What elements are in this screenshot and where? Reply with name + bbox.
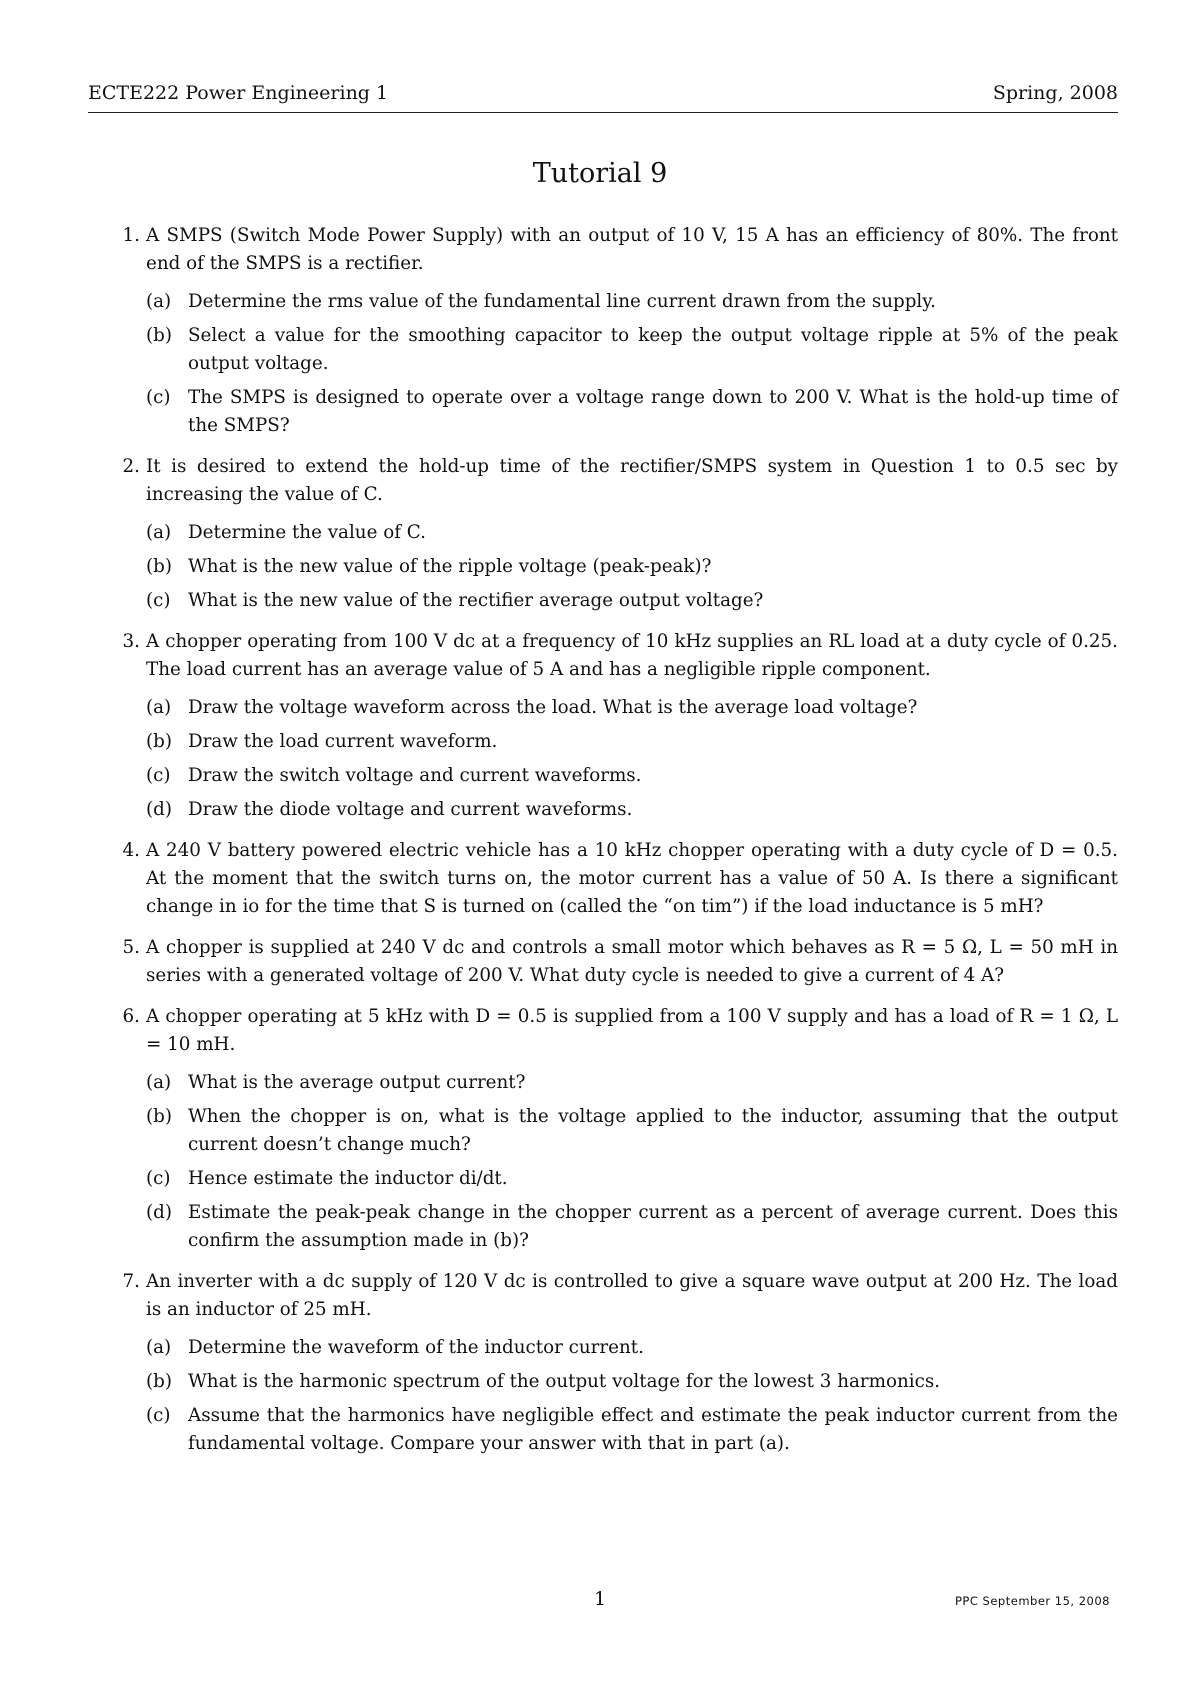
course-title: ECTE222 Power Engineering 1 bbox=[88, 82, 389, 104]
subquestion-label: (c) bbox=[146, 1168, 171, 1189]
subquestion-item bbox=[146, 288, 1118, 316]
question-number: 4. bbox=[122, 840, 140, 861]
subquestion-list bbox=[146, 288, 1118, 440]
question-item bbox=[110, 222, 1118, 440]
subquestion-text: What is the average output current? bbox=[188, 1072, 526, 1093]
subquestion-label: (a) bbox=[146, 291, 172, 312]
question-item bbox=[110, 628, 1118, 824]
question-text: A 240 V battery powered electric vehicle has a 10 kHz chopper operating with a duty cycle of D = 0.5. At the moment that the switch turns on, the motor current has a value of 50 A. Is there a significant change in io for the time that S is turned on (called the “on tim”) if the load inductance is 5 mH? bbox=[146, 840, 1118, 917]
page-number: 1 bbox=[593, 1588, 607, 1610]
subquestion-text: Assume that the harmonics have negligible effect and estimate the peak inductor current from the fundamental voltage. Compare your answer with that in part (a). bbox=[188, 1405, 1118, 1454]
question-item bbox=[110, 1003, 1118, 1255]
subquestion-text: Draw the diode voltage and current waveforms. bbox=[188, 799, 633, 820]
subquestion-text: Select a value for the smoothing capacitor to keep the output voltage ripple at 5% of the peak output voltage. bbox=[188, 325, 1118, 374]
subquestion-label: (c) bbox=[146, 765, 171, 786]
subquestion-text: The SMPS is designed to operate over a voltage range down to 200 V. What is the hold-up time of the SMPS? bbox=[188, 387, 1118, 436]
subquestion-item bbox=[146, 322, 1118, 378]
question-text: A SMPS (Switch Mode Power Supply) with an output of 10 V, 15 A has an efficiency of 80%. The front end of the SMPS is a rectifier. bbox=[146, 225, 1118, 274]
subquestion-label: (a) bbox=[146, 697, 172, 718]
subquestion-item bbox=[146, 762, 1118, 790]
question-number: 5. bbox=[122, 937, 140, 958]
subquestion-list bbox=[146, 1334, 1118, 1458]
subquestion-text: Draw the load current waveform. bbox=[188, 731, 498, 752]
question-text: An inverter with a dc supply of 120 V dc is controlled to give a square wave output at 200 Hz. The load is an inductor of 25 mH. bbox=[146, 1271, 1118, 1320]
question-text: A chopper is supplied at 240 V dc and controls a small motor which behaves as R = 5 Ω, L = 50 mH in series with a generated voltage of 200 V. What duty cycle is needed to give a current of 4 A? bbox=[146, 937, 1118, 986]
subquestion-label: (b) bbox=[146, 325, 172, 346]
subquestion-item bbox=[146, 694, 1118, 722]
subquestion-item bbox=[146, 384, 1118, 440]
subquestion-label: (a) bbox=[146, 522, 172, 543]
subquestion-text: When the chopper is on, what is the voltage applied to the inductor, assuming that the output current doesn’t change much? bbox=[188, 1106, 1118, 1155]
subquestion-item bbox=[146, 728, 1118, 756]
subquestion-item bbox=[146, 553, 1118, 581]
subquestion-label: (a) bbox=[146, 1337, 172, 1358]
subquestion-label: (d) bbox=[146, 1202, 172, 1223]
subquestion-text: Determine the waveform of the inductor current. bbox=[188, 1337, 644, 1358]
question-text: A chopper operating at 5 kHz with D = 0.5 is supplied from a 100 V supply and has a load of R = 1 Ω, L = 10 mH. bbox=[146, 1006, 1118, 1055]
subquestion-item bbox=[146, 519, 1118, 547]
subquestion-text: Hence estimate the inductor di/dt. bbox=[188, 1168, 508, 1189]
subquestion-text: Draw the voltage waveform across the load. What is the average load voltage? bbox=[188, 697, 918, 718]
subquestion-text: What is the new value of the rectifier average output voltage? bbox=[188, 590, 764, 611]
subquestion-label: (b) bbox=[146, 556, 172, 577]
question-item bbox=[110, 1268, 1118, 1458]
subquestion-list bbox=[146, 694, 1118, 824]
subquestion-label: (b) bbox=[146, 1371, 172, 1392]
subquestion-text: Draw the switch voltage and current waveforms. bbox=[188, 765, 642, 786]
subquestion-text: What is the new value of the ripple voltage (peak-peak)? bbox=[188, 556, 712, 577]
date-stamp: PPC September 15, 2008 bbox=[955, 1594, 1110, 1608]
subquestion-list bbox=[146, 519, 1118, 615]
question-text: It is desired to extend the hold-up time of the rectifier/SMPS system in Question 1 to 0.5 sec by increasing the value of C. bbox=[146, 456, 1118, 505]
subquestion-text: Determine the rms value of the fundamental line current drawn from the supply. bbox=[188, 291, 936, 312]
subquestion-item bbox=[146, 587, 1118, 615]
subquestion-label: (c) bbox=[146, 1405, 171, 1426]
subquestion-label: (c) bbox=[146, 387, 171, 408]
question-text: A chopper operating from 100 V dc at a frequency of 10 kHz supplies an RL load at a duty cycle of 0.25. The load current has an average value of 5 A and has a negligible ripple component. bbox=[146, 631, 1118, 680]
term: Spring, 2008 bbox=[992, 82, 1118, 104]
question-number: 7. bbox=[122, 1271, 140, 1292]
subquestion-item bbox=[146, 1402, 1118, 1458]
subquestion-text: What is the harmonic spectrum of the output voltage for the lowest 3 harmonics. bbox=[188, 1371, 941, 1392]
question-item bbox=[110, 453, 1118, 615]
subquestion-label: (b) bbox=[146, 1106, 172, 1127]
question-number: 6. bbox=[122, 1006, 140, 1027]
question-number: 1. bbox=[122, 225, 140, 246]
subquestion-item bbox=[146, 1199, 1118, 1255]
subquestion-item bbox=[146, 1103, 1118, 1159]
subquestion-label: (c) bbox=[146, 590, 171, 611]
page-header bbox=[88, 82, 1118, 113]
question-item bbox=[110, 837, 1118, 921]
subquestion-item bbox=[146, 796, 1118, 824]
subquestion-label: (a) bbox=[146, 1072, 172, 1093]
question-item bbox=[110, 934, 1118, 990]
subquestion-item bbox=[146, 1334, 1118, 1362]
page-title: Tutorial 9 bbox=[532, 158, 668, 189]
subquestion-label: (d) bbox=[146, 799, 172, 820]
question-number: 2. bbox=[122, 456, 140, 477]
subquestion-list bbox=[146, 1069, 1118, 1255]
subquestion-label: (b) bbox=[146, 731, 172, 752]
subquestion-item bbox=[146, 1368, 1118, 1396]
question-list bbox=[110, 222, 1118, 1471]
subquestion-text: Estimate the peak-peak change in the chopper current as a percent of average current. Does this confirm the assumption made in (b)? bbox=[188, 1202, 1118, 1251]
subquestion-item bbox=[146, 1069, 1118, 1097]
question-number: 3. bbox=[122, 631, 140, 652]
subquestion-item bbox=[146, 1165, 1118, 1193]
subquestion-text: Determine the value of C. bbox=[188, 522, 426, 543]
